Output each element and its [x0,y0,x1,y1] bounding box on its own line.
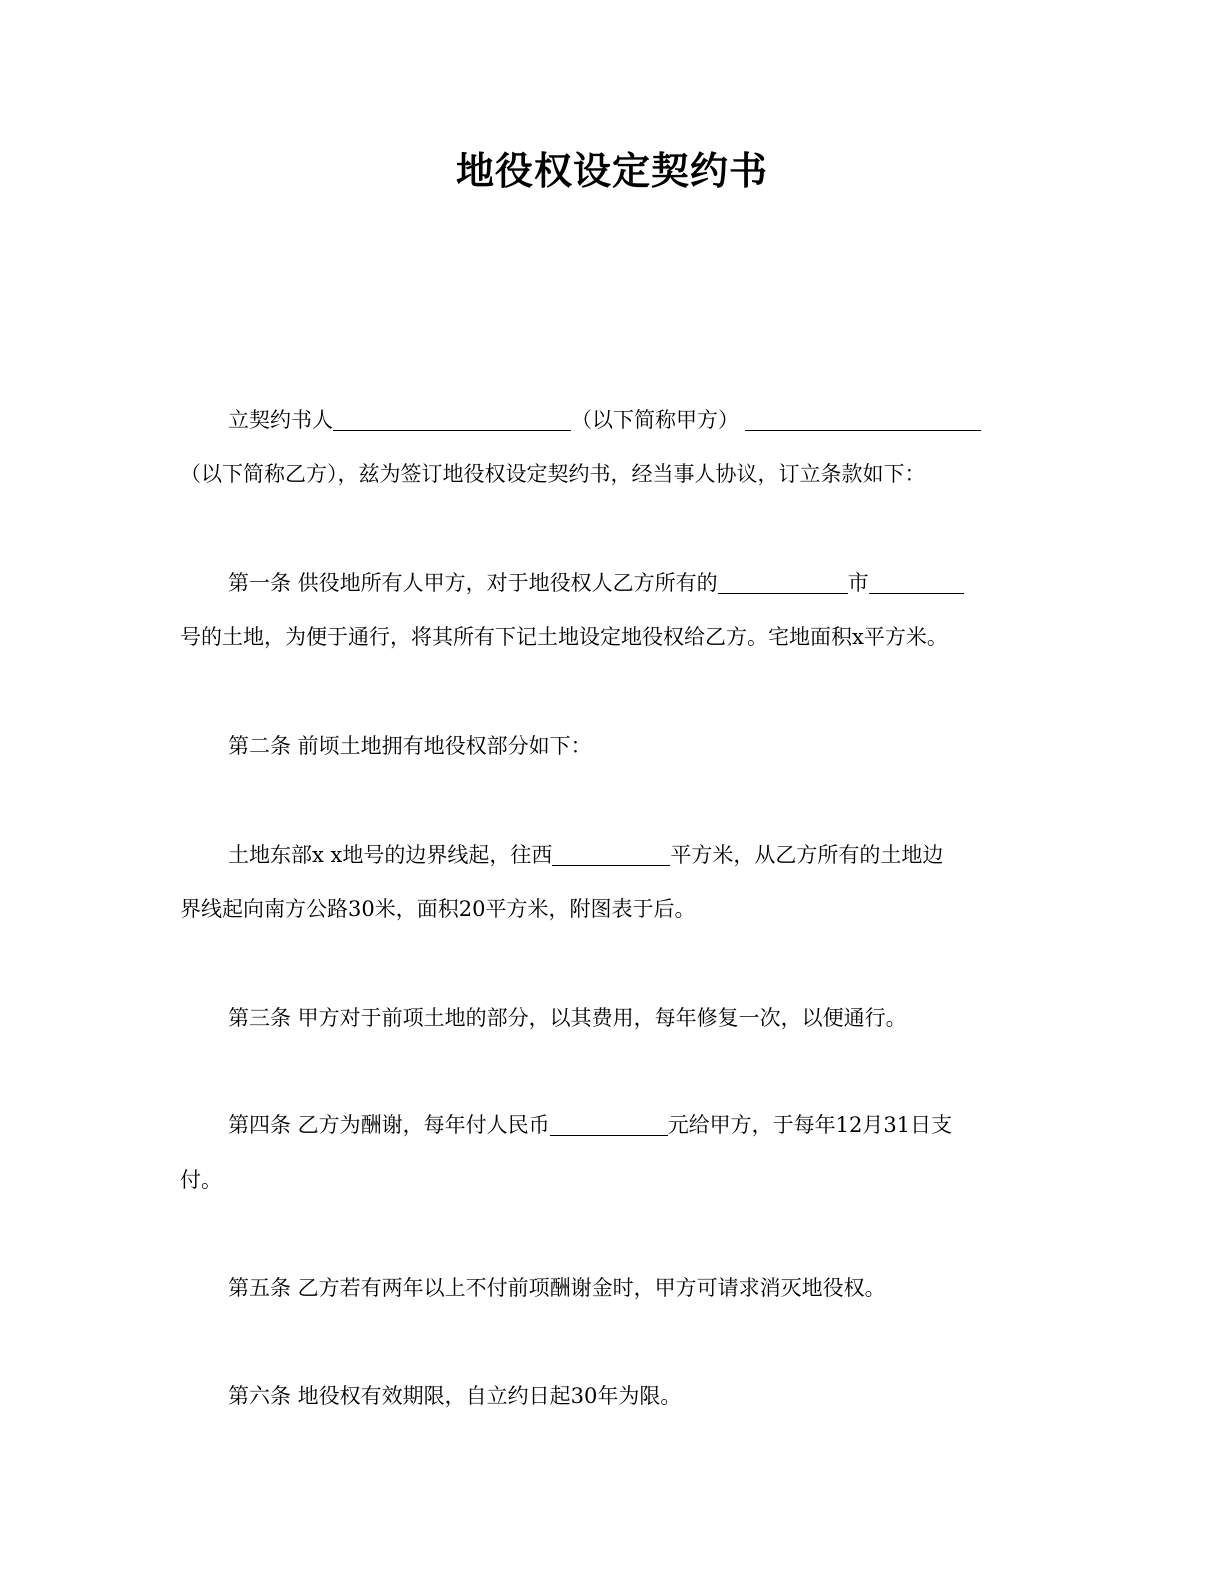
article-1-line-1 [228,568,964,598]
article-2-line-1: 第二条 前顷土地拥有地役权部分如下： [228,734,592,758]
preamble-text-a: 立契约书人 [228,408,333,432]
west-area-blank[interactable] [552,843,670,866]
article-5-line-1: 第五条 乙方若有两年以上不付前项酬谢金时，甲方可请求消灭地役权。 [228,1276,886,1300]
article-1-text-a: 第一条 供役地所有人甲方，对于地役权人乙方所有的 [228,571,718,595]
article-4-text-a: 第四条 乙方为酬谢，每年付人民币 [228,1113,550,1137]
article-2-detail-line-1 [228,840,943,870]
preamble-text-b: （以下简称甲方） [571,408,739,432]
preamble-line-1 [228,405,981,435]
article-1-text-b: 市 [847,571,869,595]
party-a-blank[interactable] [333,408,571,431]
document-title: 地役权设定契约书 [455,149,768,193]
article-1-line-2: 号的土地，为便于通行，将其所有下记土地设定地役权给乙方。宅地面积x平方米。 [180,625,948,649]
article-4-line-1 [228,1110,952,1140]
article-2-detail-line-2: 界线起向南方公路30米，面积20平方米，附图表于后。 [180,897,696,921]
payment-amount-blank[interactable] [550,1113,668,1136]
party-b-blank[interactable] [745,408,981,431]
city-blank[interactable] [718,571,848,594]
lot-number-blank[interactable] [869,571,964,594]
article-3-line-1: 第三条 甲方对于前项土地的部分，以其费用，每年修复一次，以便通行。 [228,1006,907,1030]
preamble-line-2: （以下简称乙方），兹为签订地役权设定契约书，经当事人协议，订立条款如下： [180,462,926,486]
article-2-detail-text-a: 土地东部x x地号的边界线起，往西 [228,843,553,867]
article-2-detail-text-b: 平方米，从乙方所有的土地边 [670,843,944,867]
article-4-line-2: 付。 [180,1168,222,1192]
article-4-text-b: 元给甲方，于每年12月31日支 [667,1113,953,1137]
article-6-line-1: 第六条 地役权有效期限，自立约日起30年为限。 [228,1384,682,1408]
